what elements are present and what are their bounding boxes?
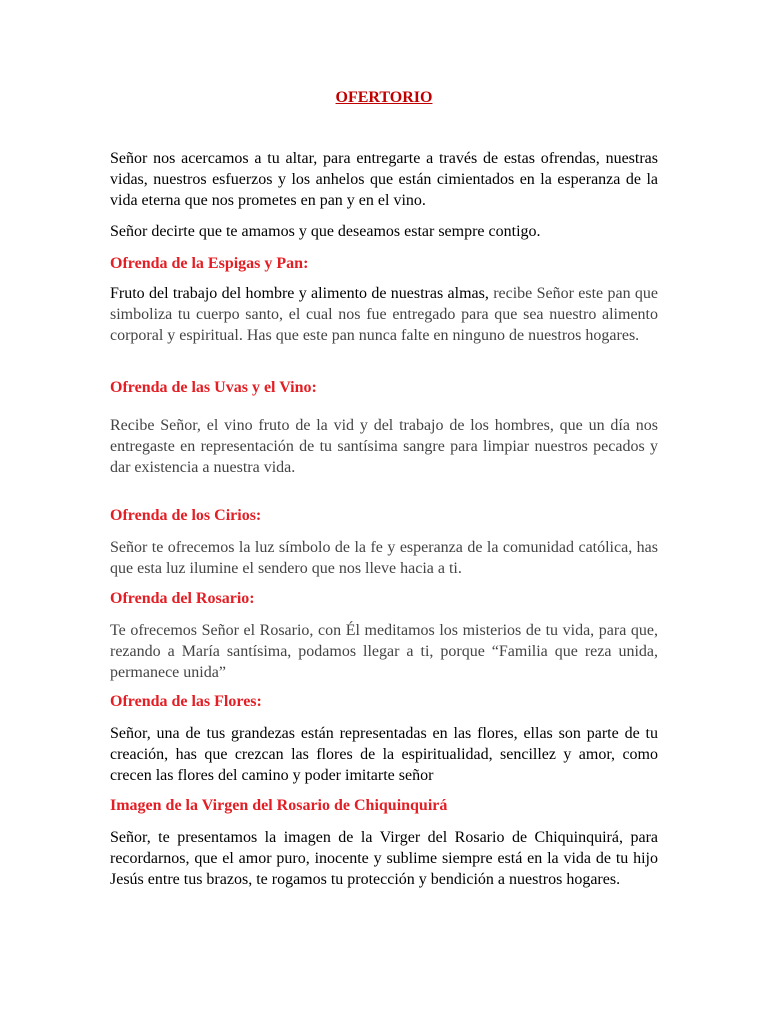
intro-text-2: Señor decirte que te amamos y que deseamos estar sempre contigo. [110, 223, 541, 240]
paragraph-cirios [110, 537, 658, 579]
paragraph-rosario [110, 620, 658, 684]
text-virgen-chiquinquira: Señor, te presentamos la imagen de la Virger del Rosario de Chiquinquirá, para recordarnos, que el amor puro, inocente y sublime siempre está en la vida de tu hijo Jesús entre tus brazos, te rogamos tu protección y bendición a nuestros hogares. [110, 829, 658, 889]
heading-espigas-pan: Ofrenda de la Espigas y Pan: [110, 255, 309, 272]
intro-text-1: Señor nos acercamos a tu altar, para entregarte a través de estas ofrendas, nuestras vidas, nuestros esfuerzos y los anhelos que están cimientados en la esperanza de la vida eterna que nos prometes en pan y en el vino. [110, 150, 658, 210]
text-espigas-pan-gray: recibe Señor este pan que simboliza tu cuerpo santo, el cual nos fue entregado para que sea nuestro alimento corporal y espiritual. Has que este pan nunca falte en ninguno de nuestros hogares. [110, 285, 659, 345]
heading-flores: Ofrenda de las Flores: [110, 693, 262, 710]
paragraph-espigas-pan [110, 283, 658, 347]
text-espigas-pan-black: Fruto del trabajo del hombre y alimento de nuestras almas, [110, 285, 489, 302]
text-rosario: Te ofrecemos Señor el Rosario, con Él meditamos los misterios de tu vida, para que, rezando a María santísima, podamos llegar a ti, porque “Familia que reza unida, permanece unida” [110, 622, 658, 682]
text-flores: Señor, una de tus grandezas están representadas en las flores, ellas son parte de tu creación, has que crezcan las flores de la espiritualidad, sencillez y amor, como crecen las flores del camino y poder imitarte señor [110, 725, 658, 785]
heading-rosario: Ofrenda del Rosario: [110, 590, 255, 607]
intro-paragraph-1 [110, 148, 658, 212]
heading-cirios: Ofrenda de los Cirios: [110, 507, 262, 524]
paragraph-flores [110, 723, 658, 787]
heading-uvas-vino: Ofrenda de las Uvas y el Vino: [110, 379, 317, 396]
document-title: OFERTORIO [335, 89, 433, 106]
paragraph-virgen-chiquinquira [110, 827, 658, 891]
paragraph-uvas-vino [110, 415, 658, 479]
text-espigas-pan [110, 283, 658, 347]
text-uvas-vino: Recibe Señor, el vino fruto de la vid y del trabajo de los hombres, que un día nos entregaste en representación de tu santísima sangre para limpiar nuestros pecados y dar existencia a nuestra vida. [110, 417, 658, 477]
heading-virgen-chiquinquira: Imagen de la Virgen del Rosario de Chiquinquirá [110, 797, 448, 814]
text-cirios: Señor te ofrecemos la luz símbolo de la fe y esperanza de la comunidad católica, has que esta luz ilumine el sendero que nos lleve hacia a ti. [110, 539, 658, 578]
intro-paragraph-2 [110, 221, 658, 242]
